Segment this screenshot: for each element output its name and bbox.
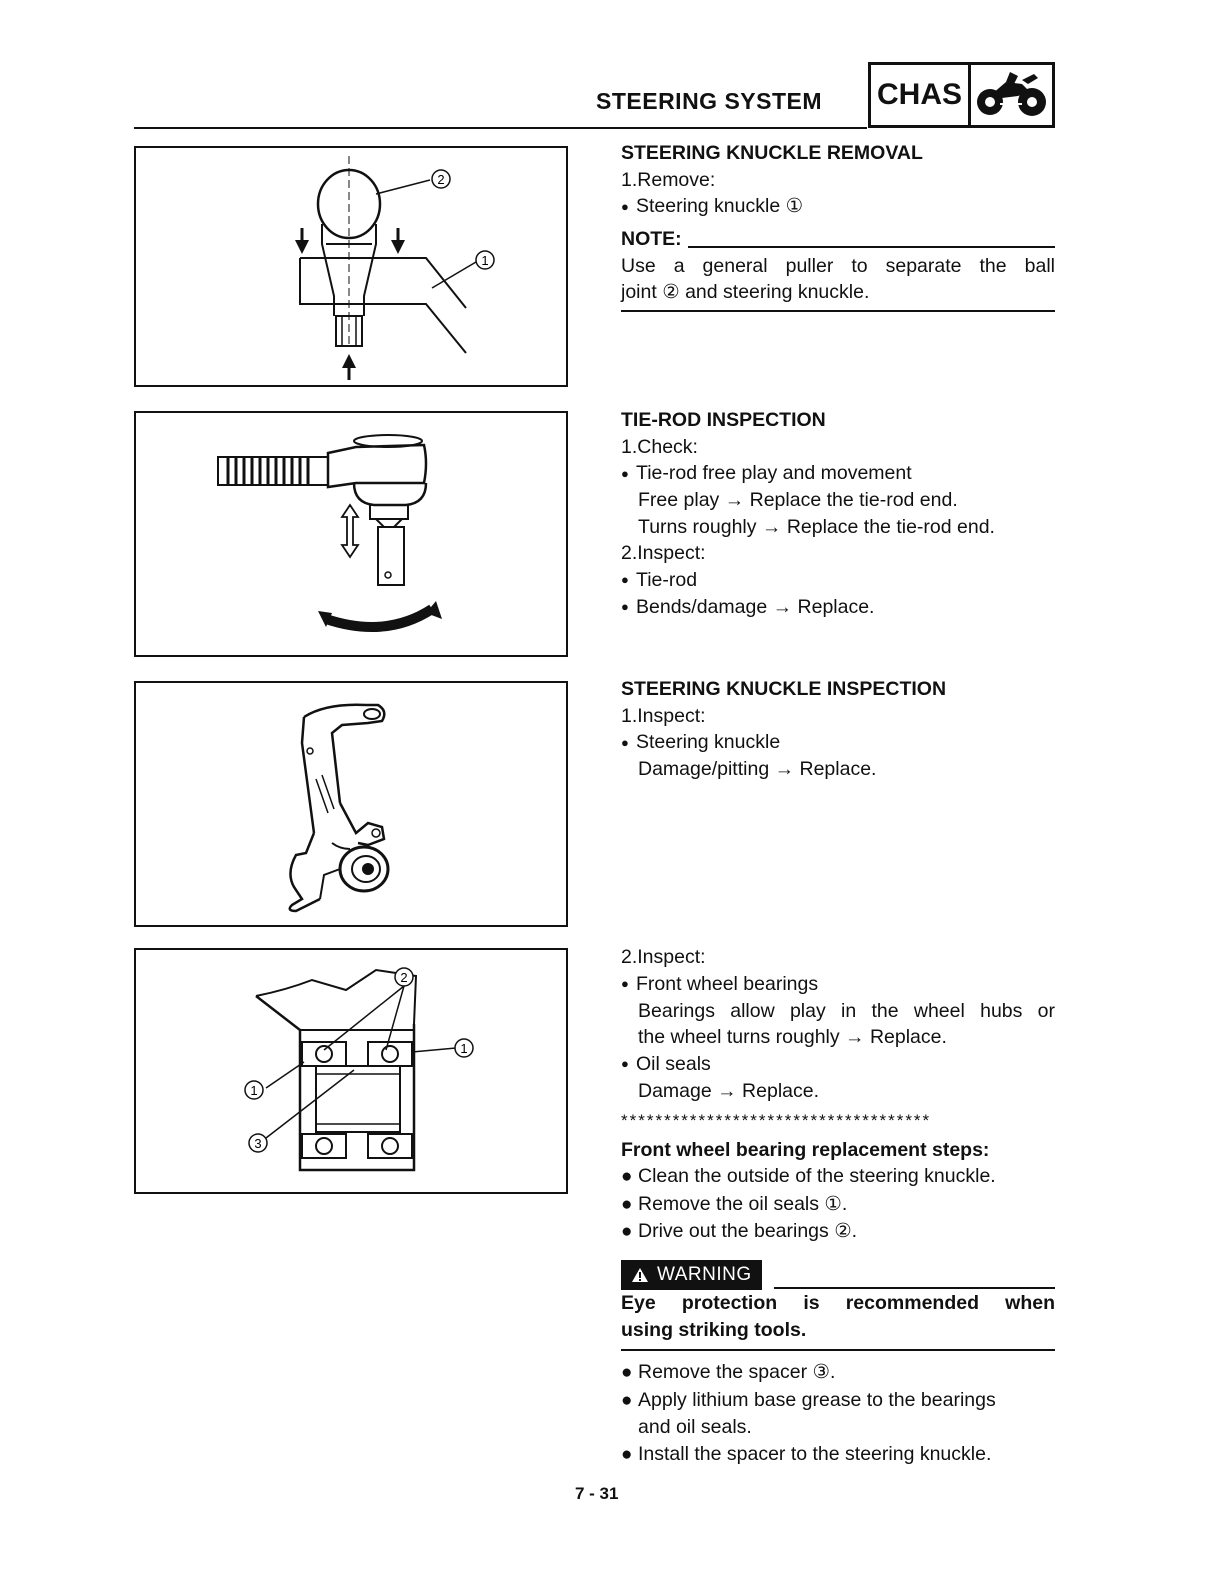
section-code: CHAS (871, 65, 971, 125)
sub-item: the wheel turns roughly → Replace. (638, 1026, 947, 1049)
callout-2: 2 (437, 172, 445, 187)
step-label: 2.Inspect: (621, 542, 706, 565)
callout-2: 2 (400, 970, 408, 985)
note-header (621, 226, 1055, 253)
step-item: Drive out the bearings ②. (638, 1220, 858, 1243)
knuckle-removal-section (621, 140, 1055, 312)
sub-item: Free play → Replace the tie-rod end. (638, 489, 958, 512)
warning-badge (621, 1260, 762, 1291)
note-text: joint ② and steering knuckle. (621, 281, 870, 304)
sub-item: Bearings allow play in the wheel hubs or (638, 999, 1055, 1022)
sub-item: Damage → Replace. (638, 1079, 820, 1102)
steps-heading: Front wheel bearing replacement steps: (621, 1138, 990, 1161)
step-item: Remove the oil seals ①. (638, 1192, 848, 1215)
callout-1: 1 (481, 253, 489, 268)
callout-1: 1 (460, 1041, 468, 1056)
list-item: Tie-rod (636, 568, 698, 591)
list-item: Bends/damage → Replace. (636, 595, 875, 618)
step-item: Remove the spacer ③. (638, 1361, 836, 1384)
step-item: Clean the outside of the steering knuckle. (638, 1165, 996, 1188)
bullet-icon: ● (621, 572, 629, 588)
list-item: Front wheel bearings (636, 972, 819, 995)
sub-item: Damage/pitting → Replace. (638, 758, 877, 781)
step-label: 1.Remove: (621, 168, 716, 191)
bullet-icon: ● (621, 976, 629, 992)
step-label: 1.Inspect: (621, 704, 706, 727)
section-heading: STEERING KNUCKLE REMOVAL (621, 142, 923, 164)
section-heading: TIE-ROD INSPECTION (621, 409, 826, 431)
page-title: STEERING SYSTEM (596, 88, 823, 114)
warning-triangle-icon (631, 1267, 649, 1283)
step-item-continued: and oil seals. (638, 1416, 752, 1439)
step-item: Apply lithium base grease to the bearings (638, 1388, 996, 1411)
warning-rule (774, 1287, 1055, 1289)
note-rule (688, 246, 1055, 248)
note-label: NOTE: (621, 228, 682, 251)
bullet-icon: ● (621, 1443, 633, 1465)
bullet-icon: ● (621, 1166, 633, 1188)
page-number: 7 - 31 (575, 1484, 619, 1503)
bullet-icon: ● (621, 1056, 629, 1072)
list-item: Steering knuckle (636, 731, 781, 753)
warning-text: using striking tools. (621, 1318, 807, 1341)
step-label: 1.Check: (621, 435, 698, 458)
atv-icon (971, 65, 1052, 125)
bullet-icon: ● (621, 1221, 633, 1243)
section-tab (868, 62, 1055, 128)
bullet-icon: ● (621, 734, 629, 750)
header-rule (134, 127, 867, 129)
ball-joint-removal-figure (134, 146, 568, 387)
bullet-icon: ● (621, 198, 629, 214)
list-item: Oil seals (636, 1052, 711, 1075)
bullet-icon: ● (621, 599, 629, 615)
tie-rod-figure (134, 411, 568, 657)
knuckle-inspection-section (621, 676, 1055, 783)
warning-text: Eye protection is recommended when (621, 1292, 1055, 1315)
bullet-icon: ● (621, 1389, 633, 1411)
step-separator: ************************************ (621, 1111, 932, 1131)
bullet-icon: ● (621, 1362, 633, 1384)
section-heading: STEERING KNUCKLE INSPECTION (621, 678, 947, 700)
bullet-icon: ● (621, 465, 629, 481)
note-end-rule (621, 310, 1055, 312)
warning-label: WARNING (657, 1263, 752, 1285)
note-text: Use a general puller to separate the ball (621, 254, 1055, 277)
bullet-icon: ● (621, 1193, 633, 1215)
tierod-section (621, 407, 1055, 621)
steering-knuckle-figure (134, 681, 568, 927)
warning-end-rule (621, 1349, 1055, 1351)
bearings-section (621, 944, 1055, 1468)
callout-3: 3 (254, 1136, 262, 1151)
list-item: Steering knuckle ① (636, 195, 804, 217)
sub-item: Turns roughly → Replace the tie-rod end. (638, 515, 995, 538)
callout-1-left: 1 (250, 1083, 258, 1098)
step-label: 2.Inspect: (621, 946, 706, 968)
list-item: Tie-rod free play and movement (636, 462, 912, 484)
step-item: Install the spacer to the steering knuckle. (638, 1442, 992, 1465)
wheel-bearing-figure (134, 948, 568, 1194)
warning-header (621, 1260, 1055, 1291)
